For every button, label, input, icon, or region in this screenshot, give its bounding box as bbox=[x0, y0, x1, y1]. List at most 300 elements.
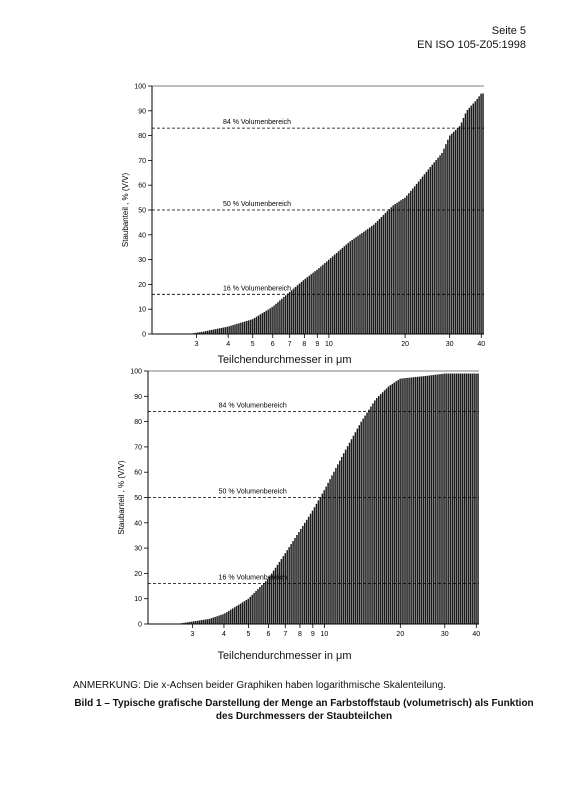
bottom-bar bbox=[434, 375, 436, 624]
top-bar bbox=[262, 313, 264, 334]
bottom-bar bbox=[310, 514, 312, 624]
bottom-bar bbox=[294, 538, 296, 624]
chart-top bbox=[0, 78, 569, 353]
top-bar bbox=[289, 292, 291, 334]
top-y-tick-label: 70 bbox=[138, 157, 146, 165]
top-y-tick-label: 60 bbox=[138, 182, 146, 190]
bottom-bar bbox=[376, 398, 378, 624]
top-y-tick-label: 40 bbox=[138, 232, 146, 240]
bottom-bar bbox=[230, 610, 232, 624]
bottom-bar bbox=[214, 617, 216, 624]
top-bar bbox=[408, 193, 410, 334]
top-bar bbox=[359, 234, 361, 334]
top-bar bbox=[316, 270, 318, 334]
bottom-bar bbox=[397, 380, 399, 624]
top-y-tick-label: 30 bbox=[138, 257, 146, 265]
top-bar bbox=[258, 316, 260, 334]
bottom-bar bbox=[212, 618, 214, 624]
bottom-x-tick-label: 7 bbox=[283, 631, 288, 638]
top-bars bbox=[191, 93, 483, 334]
top-bar bbox=[291, 290, 293, 334]
top-bar bbox=[297, 285, 299, 334]
bottom-bar bbox=[343, 453, 345, 624]
top-bar bbox=[340, 250, 342, 334]
bottom-bar bbox=[234, 607, 236, 624]
top-bar bbox=[373, 225, 375, 334]
bottom-y-tick-label: 80 bbox=[134, 419, 142, 427]
top-ref-label-1: 50 % Volumenbereich bbox=[222, 201, 292, 208]
top-bar bbox=[342, 248, 344, 334]
top-bar bbox=[461, 122, 463, 334]
bottom-bar bbox=[320, 497, 322, 624]
top-bar bbox=[260, 314, 262, 334]
top-bar bbox=[426, 172, 428, 334]
bottom-bar bbox=[220, 615, 222, 624]
top-bar bbox=[441, 153, 443, 334]
bottom-bar bbox=[411, 377, 413, 624]
bottom-bar bbox=[382, 392, 384, 624]
bottom-bar bbox=[425, 376, 427, 624]
top-bar bbox=[224, 327, 226, 334]
top-x-tick-label: 6 bbox=[270, 341, 275, 348]
top-bar bbox=[301, 282, 303, 334]
top-x-tick-label: 20 bbox=[401, 341, 409, 348]
bottom-bar bbox=[209, 619, 211, 624]
top-bar bbox=[404, 198, 406, 334]
top-bar bbox=[445, 144, 447, 334]
bottom-bar bbox=[333, 472, 335, 624]
top-bar bbox=[353, 239, 355, 334]
bottom-ref-label-0: 16 % Volumenbereich bbox=[218, 574, 287, 582]
bottom-bar bbox=[413, 377, 415, 624]
bottom-x-tick-label: 8 bbox=[297, 631, 302, 638]
bottom-y-tick-label: 0 bbox=[138, 621, 142, 629]
top-bar bbox=[310, 274, 312, 334]
bottom-x-tick-label: 3 bbox=[190, 631, 195, 638]
bottom-bar bbox=[201, 620, 203, 624]
top-bar bbox=[238, 323, 240, 334]
bottom-bar bbox=[327, 483, 329, 624]
top-ref-label-0: 16 % Volumenbereich bbox=[222, 285, 292, 293]
bottom-bar bbox=[462, 374, 464, 624]
top-bar bbox=[295, 287, 297, 334]
top-x-tick-label: 10 bbox=[325, 341, 333, 348]
top-bar bbox=[213, 330, 215, 334]
bottom-x-tick-label: 6 bbox=[266, 631, 271, 638]
top-bar bbox=[357, 236, 359, 334]
bottom-bar bbox=[386, 388, 388, 624]
bottom-bar bbox=[401, 378, 403, 624]
top-bar bbox=[400, 200, 402, 334]
top-bar bbox=[410, 191, 412, 334]
top-bar bbox=[355, 237, 357, 334]
bottom-bar bbox=[431, 375, 433, 624]
top-bar bbox=[223, 328, 225, 334]
top-bar bbox=[463, 118, 465, 334]
top-bar bbox=[465, 113, 467, 334]
bottom-bar bbox=[347, 446, 349, 624]
top-bar bbox=[394, 204, 396, 334]
top-bar bbox=[250, 320, 252, 334]
top-ref-label-2: 84 % Volumenbereich bbox=[222, 119, 292, 127]
bottom-bar bbox=[316, 504, 318, 624]
top-bar bbox=[234, 324, 236, 334]
bottom-bar bbox=[368, 410, 370, 624]
top-bar bbox=[387, 211, 389, 334]
top-bar bbox=[305, 279, 307, 334]
top-bar bbox=[279, 300, 281, 334]
bottom-bar bbox=[456, 374, 458, 624]
bottom-bar bbox=[292, 541, 294, 624]
bottom-bar bbox=[224, 613, 226, 624]
top-bar bbox=[320, 266, 322, 334]
top-bar bbox=[246, 321, 248, 334]
top-bar bbox=[402, 199, 404, 334]
top-bar bbox=[344, 246, 346, 334]
top-bar bbox=[406, 196, 408, 334]
bottom-bar bbox=[249, 597, 251, 624]
bottom-bar bbox=[421, 376, 423, 624]
top-bar bbox=[420, 179, 422, 334]
top-bar bbox=[467, 110, 469, 334]
bottom-bar bbox=[302, 526, 304, 624]
bottom-bar bbox=[399, 379, 401, 624]
top-bar bbox=[328, 260, 330, 334]
top-bar bbox=[307, 277, 309, 334]
top-bar bbox=[269, 308, 271, 334]
bottom-bar bbox=[218, 616, 220, 624]
bottom-bar bbox=[325, 487, 327, 624]
bottom-bar bbox=[304, 523, 306, 624]
standard-id: EN ISO 105-Z05:1998 bbox=[417, 39, 526, 51]
bottom-bar bbox=[216, 616, 218, 624]
bottom-bar bbox=[323, 490, 325, 624]
bottom-bar bbox=[436, 375, 438, 625]
top-bar bbox=[221, 328, 223, 334]
bottom-bar bbox=[322, 494, 324, 624]
bottom-bar bbox=[248, 599, 250, 624]
bottom-bar bbox=[286, 550, 288, 624]
bottom-bar bbox=[251, 595, 253, 624]
bottom-x-tick-label: 20 bbox=[396, 631, 405, 638]
top-bar bbox=[432, 165, 434, 334]
bottom-bar bbox=[211, 618, 213, 624]
top-bar bbox=[443, 149, 445, 334]
top-bar bbox=[375, 223, 377, 334]
top-bar bbox=[332, 256, 334, 334]
top-bar bbox=[449, 135, 451, 334]
top-bar bbox=[232, 325, 234, 334]
top-bar bbox=[281, 299, 283, 334]
bottom-bar bbox=[362, 419, 364, 624]
top-bar bbox=[473, 104, 475, 335]
bottom-bar bbox=[403, 378, 405, 624]
bottom-x-tick-label: 9 bbox=[310, 631, 315, 638]
top-bar bbox=[266, 311, 268, 334]
top-bar bbox=[314, 271, 316, 334]
top-bar bbox=[240, 323, 242, 334]
bottom-bar bbox=[228, 611, 230, 624]
top-bar bbox=[209, 330, 211, 334]
top-bar bbox=[271, 307, 273, 334]
bottom-bar bbox=[329, 479, 331, 624]
top-bar bbox=[367, 229, 369, 334]
top-bar bbox=[248, 320, 250, 334]
bottom-bar bbox=[339, 461, 341, 624]
bottom-y-tick-label: 100 bbox=[130, 368, 142, 376]
bottom-bar bbox=[285, 553, 287, 624]
bottom-y-tick-label: 40 bbox=[134, 520, 142, 528]
bottom-bar bbox=[300, 529, 302, 624]
top-bar bbox=[293, 289, 295, 334]
top-bar bbox=[299, 284, 301, 334]
bottom-bar bbox=[380, 394, 382, 624]
bottom-y-tick-label: 10 bbox=[134, 596, 142, 604]
bottom-bar bbox=[446, 374, 448, 624]
bottom-bar bbox=[314, 507, 316, 624]
top-x-tick-label: 5 bbox=[250, 341, 255, 348]
bottom-bar bbox=[384, 390, 386, 624]
top-bar bbox=[482, 93, 484, 334]
bottom-bar bbox=[261, 585, 263, 624]
bottom-ref-label-2: 84 % Volumenbereich bbox=[218, 402, 287, 410]
top-bar bbox=[455, 130, 457, 334]
top-bar bbox=[228, 326, 230, 334]
bottom-bar bbox=[372, 403, 374, 624]
bottom-bar bbox=[432, 375, 434, 624]
page-header bbox=[417, 24, 526, 52]
bottom-bar bbox=[427, 376, 429, 624]
bottom-ref-label-1: 50 % Volumenbereich bbox=[218, 488, 287, 496]
top-x-tick-label: 30 bbox=[445, 341, 454, 348]
top-bar bbox=[451, 134, 453, 334]
bottom-bar bbox=[378, 396, 380, 624]
top-bar bbox=[285, 295, 287, 334]
top-bar bbox=[422, 177, 424, 334]
top-bar bbox=[361, 233, 363, 334]
bottom-bar bbox=[203, 620, 205, 624]
bottom-bar bbox=[359, 425, 361, 624]
bottom-bar bbox=[345, 450, 347, 624]
top-bar bbox=[377, 221, 379, 334]
top-bar bbox=[330, 258, 332, 334]
top-bar bbox=[476, 99, 478, 334]
top-y-tick-label: 10 bbox=[138, 306, 146, 314]
top-bar bbox=[346, 245, 348, 334]
top-bar bbox=[439, 155, 441, 334]
top-bar bbox=[338, 251, 340, 334]
top-bar bbox=[428, 169, 430, 334]
top-bar bbox=[471, 106, 473, 334]
bottom-bar bbox=[335, 468, 337, 624]
top-y-tick-label: 0 bbox=[142, 331, 146, 339]
bottom-bar bbox=[312, 511, 314, 624]
top-bar bbox=[474, 101, 476, 334]
bottom-bar bbox=[240, 604, 242, 624]
top-bar bbox=[363, 232, 365, 334]
top-bar bbox=[275, 304, 277, 334]
top-bar bbox=[447, 140, 449, 334]
top-bar bbox=[392, 205, 394, 334]
top-bar bbox=[326, 261, 328, 334]
bottom-y-tick-label: 20 bbox=[134, 570, 142, 578]
top-bar bbox=[381, 217, 383, 334]
bottom-bar bbox=[390, 385, 392, 624]
bottom-bar bbox=[298, 532, 300, 624]
top-bar bbox=[267, 310, 269, 334]
x-axis-title-bottom: Teilchendurchmesser in μm bbox=[217, 650, 352, 662]
top-y-tick-label: 20 bbox=[138, 281, 146, 289]
bottom-bar bbox=[374, 400, 376, 624]
bottom-bar bbox=[415, 377, 417, 624]
bottom-y-tick-label: 90 bbox=[134, 393, 142, 401]
top-bar bbox=[369, 228, 371, 334]
bottom-bar bbox=[355, 432, 357, 624]
bottom-bar bbox=[423, 376, 425, 624]
bottom-y-tick-label: 30 bbox=[134, 545, 142, 553]
top-bar bbox=[396, 203, 398, 334]
top-bar bbox=[430, 167, 432, 334]
top-bar bbox=[318, 268, 320, 334]
top-bar bbox=[230, 326, 232, 334]
bottom-bar bbox=[407, 378, 409, 624]
bottom-y-axis-title: Staubanteil , % (V/V) bbox=[117, 460, 126, 535]
bottom-bar bbox=[246, 600, 248, 624]
top-bar bbox=[348, 243, 350, 334]
top-bar bbox=[242, 322, 244, 334]
top-bar bbox=[215, 329, 217, 334]
bottom-bar bbox=[257, 589, 259, 624]
top-bar bbox=[379, 219, 381, 334]
top-bar bbox=[211, 330, 213, 334]
bottom-bar bbox=[308, 517, 310, 624]
bottom-bar bbox=[253, 593, 255, 624]
bottom-bar bbox=[405, 378, 407, 624]
top-bar bbox=[457, 128, 459, 334]
top-x-tick-label: 9 bbox=[315, 341, 320, 348]
top-bar bbox=[416, 184, 418, 334]
bottom-bar bbox=[318, 500, 320, 624]
bottom-x-tick-label: 10 bbox=[320, 631, 329, 638]
top-bar bbox=[459, 126, 461, 334]
page-number: Seite 5 bbox=[491, 25, 526, 37]
bottom-y-tick-label: 70 bbox=[134, 444, 142, 452]
bottom-bar bbox=[331, 475, 333, 624]
bottom-bar bbox=[306, 520, 308, 624]
bottom-bar bbox=[265, 581, 267, 624]
bottom-bar bbox=[394, 383, 396, 624]
bottom-bar bbox=[429, 375, 431, 624]
top-bar bbox=[322, 265, 324, 334]
top-bar bbox=[478, 96, 480, 334]
top-bar bbox=[254, 318, 256, 334]
top-bar bbox=[308, 276, 310, 334]
top-y-tick-label: 90 bbox=[138, 108, 146, 116]
top-bar bbox=[236, 324, 238, 334]
bottom-bar bbox=[255, 591, 257, 624]
top-bar bbox=[287, 294, 289, 334]
bottom-x-tick-label: 40 bbox=[472, 631, 481, 638]
top-y-axis-title: Staubanteil , % (V/V) bbox=[121, 172, 130, 248]
bottom-bar bbox=[392, 384, 394, 624]
top-bar bbox=[256, 317, 257, 334]
top-bar bbox=[453, 132, 455, 334]
bottom-bar bbox=[360, 422, 362, 624]
bottom-bar bbox=[349, 443, 351, 624]
figure-caption: Bild 1 – Typische grafische Darstellung der Menge an Farbstoffstaub (volumetrisch) als Funktion des Durchmessers der Staubteilchen bbox=[74, 698, 534, 722]
bottom-bar bbox=[417, 377, 419, 624]
bottom-bar bbox=[370, 407, 372, 624]
top-y-tick-label: 100 bbox=[134, 83, 146, 91]
top-x-tick-label: 3 bbox=[194, 341, 199, 348]
top-bar bbox=[244, 322, 246, 334]
top-bar bbox=[277, 302, 279, 334]
bottom-bar bbox=[199, 620, 201, 624]
top-bar bbox=[383, 215, 385, 334]
bottom-bar bbox=[226, 612, 228, 624]
bottom-bar bbox=[419, 377, 421, 624]
bottom-bar bbox=[388, 387, 390, 625]
bottom-x-tick-label: 30 bbox=[440, 631, 449, 638]
top-bar bbox=[385, 213, 387, 334]
top-bar bbox=[349, 241, 351, 334]
note-text: ANMERKUNG: Die x-Achsen beider Graphiken haben logarithmische Skalenteilung. bbox=[73, 680, 446, 691]
bottom-bar bbox=[236, 606, 238, 624]
bottom-bar bbox=[279, 562, 281, 624]
top-bar bbox=[390, 207, 392, 334]
top-bar bbox=[336, 253, 338, 334]
bottom-bar bbox=[244, 601, 246, 624]
top-x-tick-label: 4 bbox=[226, 341, 231, 348]
top-y-tick-label: 80 bbox=[138, 133, 146, 141]
bottom-bar bbox=[283, 556, 285, 624]
bottom-bar bbox=[259, 587, 261, 624]
top-bar bbox=[398, 201, 400, 334]
bottom-bar bbox=[267, 579, 269, 624]
top-bar bbox=[435, 160, 437, 334]
bottom-bar bbox=[396, 381, 398, 624]
bottom-bar bbox=[341, 457, 343, 624]
top-bar bbox=[324, 263, 326, 334]
bottom-bar bbox=[296, 535, 298, 624]
top-bar bbox=[226, 327, 228, 334]
top-bar bbox=[371, 226, 373, 334]
top-bar bbox=[312, 273, 314, 334]
bottom-bar bbox=[205, 620, 207, 624]
top-bar bbox=[424, 174, 426, 334]
bottom-y-tick-label: 50 bbox=[134, 495, 142, 502]
bottom-y-tick-label: 60 bbox=[134, 469, 142, 477]
top-bar bbox=[433, 162, 435, 334]
top-bar bbox=[437, 158, 439, 334]
top-x-tick-label: 7 bbox=[287, 341, 292, 348]
top-bar bbox=[351, 240, 353, 334]
bottom-bar bbox=[288, 547, 290, 624]
bottom-x-tick-label: 5 bbox=[246, 631, 251, 638]
top-bar bbox=[217, 329, 219, 334]
bottom-bar bbox=[357, 429, 359, 624]
top-bar bbox=[303, 280, 305, 334]
top-bar bbox=[219, 328, 221, 334]
top-bar bbox=[273, 306, 275, 334]
top-y-tick-label: 50 bbox=[138, 207, 146, 215]
bottom-bar bbox=[281, 559, 283, 624]
top-bar bbox=[480, 94, 482, 334]
bottom-x-tick-label: 4 bbox=[222, 631, 226, 638]
top-bar bbox=[283, 297, 285, 334]
x-axis-title-top: Teilchendurchmesser in μm bbox=[217, 354, 352, 366]
top-bar bbox=[414, 186, 416, 334]
